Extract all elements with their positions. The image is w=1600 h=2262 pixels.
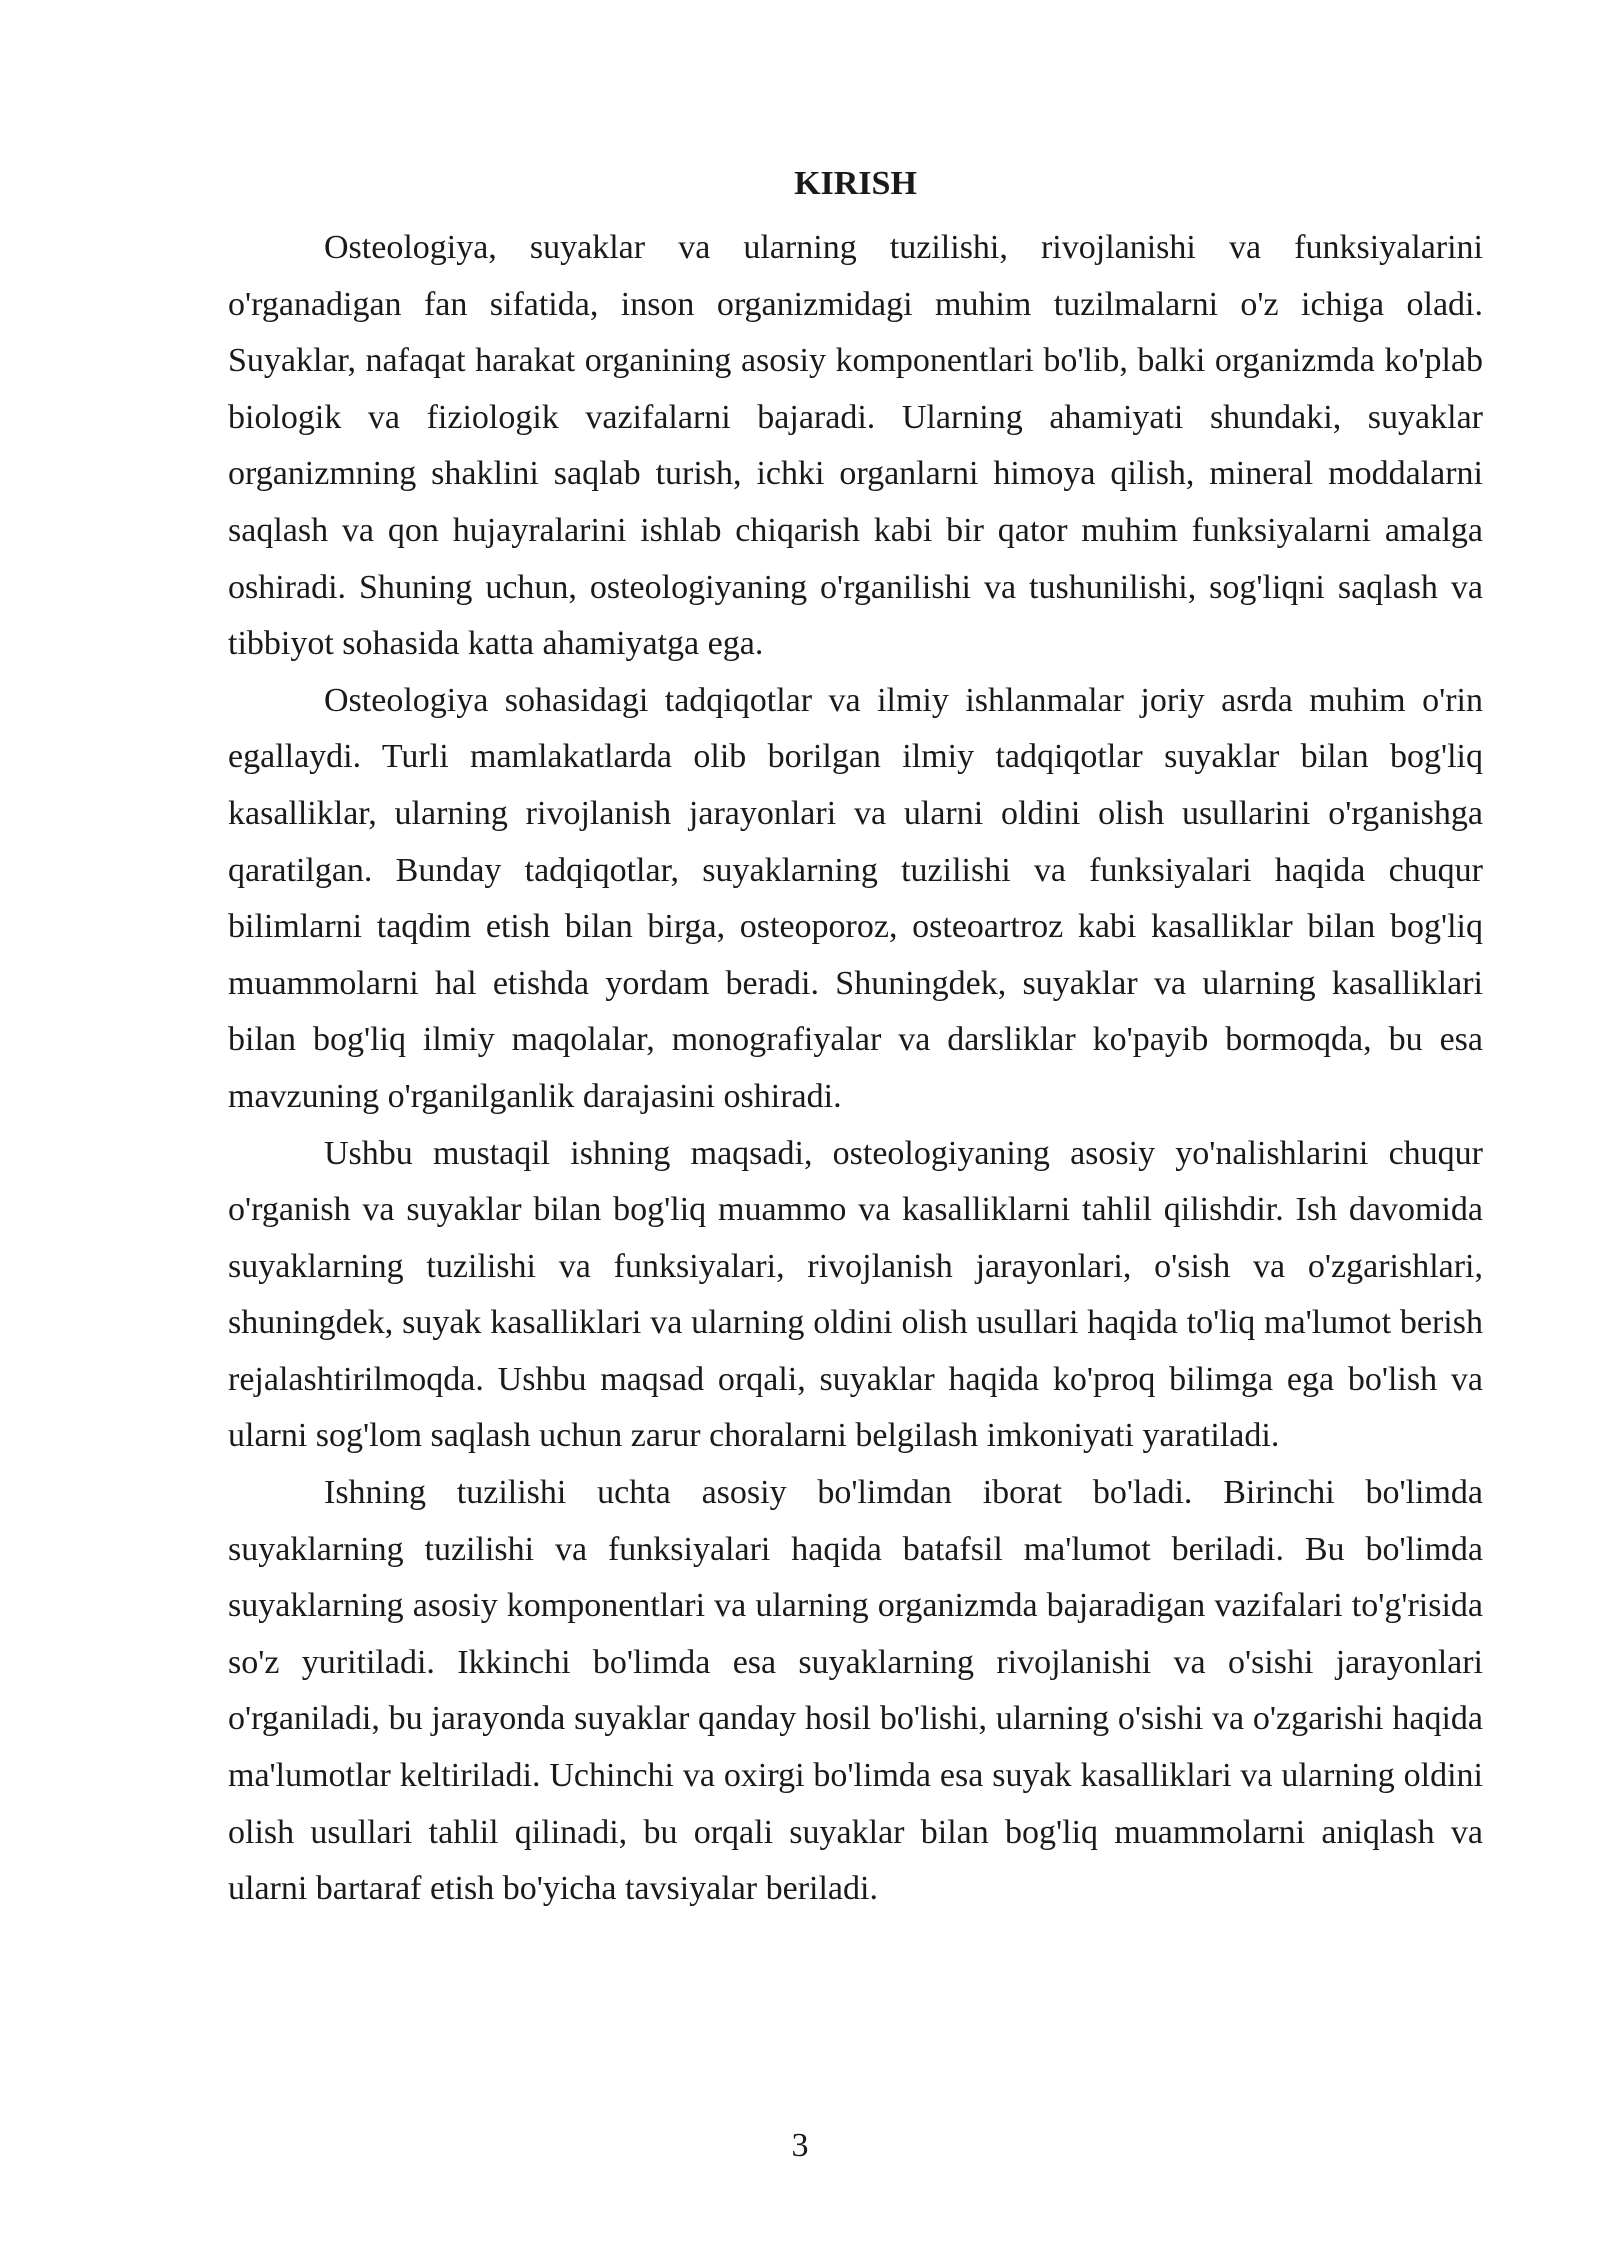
paragraph-research: Osteologiya sohasidagi tadqiqotlar va ilmiy ishlanmalar joriy asrda muhim o'rin egallaydi. Turli mamlakatlarda olib borilgan ilmiy tadqiqotlar suyaklar bilan bog'liq kasalliklar, ularning rivojlanish jarayonlari va ularni oldini olish usullarini o'rganishga qaratilgan. Bunday tadqiqotlar, suyaklarning tuzilishi va funksiyalari haqida chuqur bilimlarni taqdim etish bilan birga, osteoporoz, osteoartroz kabi kasalliklar bilan bog'liq muammolarni hal etishda yordam beradi. Shuningdek, suyaklar va ularning kasalliklari bilan bog'liq ilmiy maqolalar, monografiyalar va darsliklar ko'payib bormoqda, bu esa mavzuning o'rganilganlik darajasini oshiradi. <box>228 681 1483 1115</box>
paragraph-structure: Ishning tuzilishi uchta asosiy bo'limdan iborat bo'ladi. Birinchi bo'limda suyaklarning tuzilishi va funksiyalari haqida batafsil ma'lumot beriladi. Bu bo'limda suyaklarning asosiy komponentlari va ularning organizmda bajaradigan vazifalari to'g'risida so'z yuritiladi. Ikkinchi bo'limda esa suyaklarning rivojlanishi va o'sishi jarayonlari o'rganiladi, bu jarayonda suyaklar qanday hosil bo'lishi, ularning o'sishi va o'zgarishi haqida ma'lumotlar keltiriladi. Uchinchi va oxirgi bo'limda esa suyak kasalliklari va ularning oldini olish usullari tahlil qilinadi, bu orqali suyaklar bilan bog'liq muammolarni aniqlash va ularni bartaraf etish bo'yicha tavsiyalar beriladi. <box>228 1474 1483 1908</box>
page-content <box>228 162 1483 1918</box>
paragraph-goal: Ushbu mustaqil ishning maqsadi, osteologiyaning asosiy yo'nalishlarini chuqur o'rganish va suyaklar bilan bog'liq muammo va kasalliklarni tahlil qilishdir. Ish davomida suyaklarning tuzilishi va funksiyalari, rivojlanish jarayonlari, o'sish va o'zgarishlari, shuningdek, suyak kasalliklari va ularning oldini olish usullari haqida to'liq ma'lumot berish rejalashtirilmoqda. Ushbu maqsad orqali, suyaklar haqida ko'proq bilimga ega bo'lish va ularni sog'lom saqlash uchun zarur choralarni belgilash imkoniyati yaratiladi. <box>228 1134 1483 1455</box>
page-number: 3 <box>791 2127 809 2164</box>
section-title: KIRISH <box>794 165 917 202</box>
paragraph-intro: Osteologiya, suyaklar va ularning tuzilishi, rivojlanishi va funksiyalarini o'rganadigan fan sifatida, inson organizmidagi muhim tuzilmalarni o'z ichiga oladi. Suyaklar, nafaqat harakat organining asosiy komponentlari bo'lib, balki organizmda ko'plab biologik va fiziologik vazifalarni bajaradi. Ularning ahamiyati shundaki, suyaklar organizmning shaklini saqlab turish, ichki organlarni himoya qilish, mineral moddalarni saqlash va qon hujayralarini ishlab chiqarish kabi bir qator muhim funksiyalarni amalga oshiradi. Shuning uchun, osteologiyaning o'rganilishi va tushunilishi, sog'liqni saqlash va tibbiyot sohasida katta ahamiyatga ega. <box>228 229 1483 663</box>
